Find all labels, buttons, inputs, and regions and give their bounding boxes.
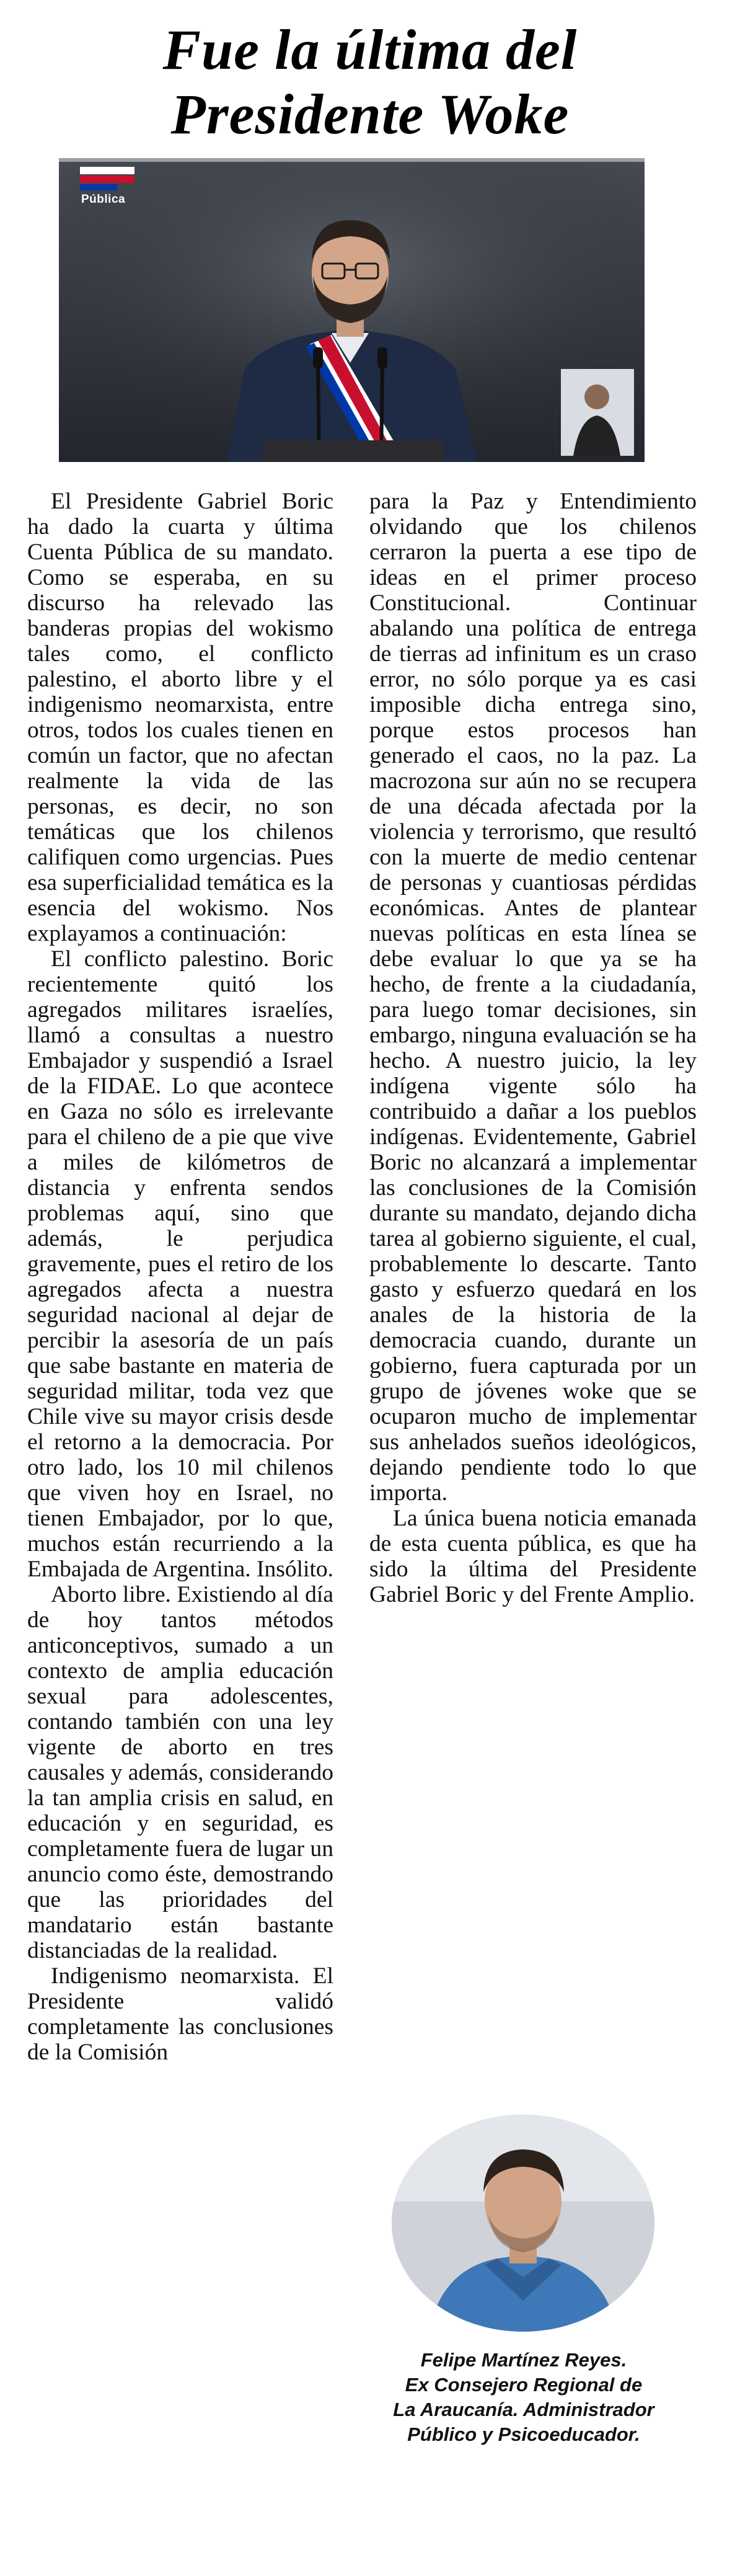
author-role-line-3: Público y Psicoeducador. — [407, 2423, 640, 2445]
author-role-line-1: Ex Consejero Regional de — [405, 2374, 643, 2396]
headline-line-2: Presidente Woke — [170, 82, 570, 146]
president-illustration — [59, 158, 645, 462]
paragraph-intro: El Presidente Gabriel Boric ha dado la cuarta y última Cuenta Pública de su mandato. Como se esperaba, en su discurso ha relevado las banderas propias del wokismo tales como, el conflicto palestino, el aborto libre y el indigenismo neomarxista, entre otros, todos los cuales tienen en común un factor, que no afectan realmente la vida de las personas, es decir, no son temáticas que los chilenos califiquen como urgencias. Pues esa superficialidad temática es la esencia del wokismo. Nos explayamos a continuación: — [27, 489, 333, 946]
article-column-right — [369, 489, 697, 1607]
author-avatar — [392, 2115, 654, 2332]
hero-photo — [59, 158, 645, 462]
article-column-left — [27, 489, 333, 2065]
paragraph-palestine: El conflicto palestino. Boric recientemente quitó los agregados militares israelíes, llamó a consultas a nuestro Embajador y suspendió a Israel de la FIDAE. Lo que acontece en Gaza no sólo es irrelevante para el chileno de a pie que vive a miles de kilómetros de distancia y enfrenta sendos problemas aquí, sino que además, le perjudica gravemente, pues el retiro de los agregados afecta a nuestra seguridad nacional al dejar de percibir la asesoría de un país que sabe bastante en materia de seguridad militar, toda vez que Chile vive su mayor crisis desde el retorno a la democracia. Por otro lado, los 10 mil chilenos que viven hoy en Israel, no tienen Embajador, por lo que, muchos están recurriendo a la Embajada de Argentina. Insólito. — [27, 946, 333, 1582]
author-role-line-2: La Araucanía. Administrador — [393, 2399, 654, 2420]
paragraph-conclusion: La única buena noticia emanada de esta cuenta pública, es que ha sido la última del Presidente Gabriel Boric y del Frente Amplio. — [369, 1506, 697, 1607]
paragraph-abortion: Aborto libre. Existiendo al día de hoy tantos métodos anticonceptivos, sumado a un contexto de amplia educación sexual para adolescentes, contando también con una ley vigente de aborto en tres causales y además, considerando la tan amplia crisis en salud, en educación y en seguridad, es completamente fuera de lugar un anuncio como éste, demostrando que las prioridades del mandatario están bastante distanciadas de la realidad. — [27, 1582, 333, 1963]
author-caption — [372, 2348, 676, 2447]
headline — [0, 17, 740, 146]
paragraph-indigenism: Indigenismo neomarxista. El Presidente validó completamente las conclusiones de la Comisión — [27, 1963, 333, 2065]
paragraph-commission: para la Paz y Entendimiento olvidando que los chilenos cerraron la puerta a ese tipo de ideas en el primer proceso Constitucional. Continuar abalando una política de entrega de tierras ad infinitum es un craso error, no sólo porque ya es casi imposible dicha entrega sino, porque estos procesos han generado el caos, no la paz. La macrozona sur aún no se recupera de una década afectada por la violencia y terrorismo, que resultó con la muerte de medio centenar de personas y cuantiosas pérdidas económicas. Antes de plantear nuevas políticas en esta línea se debe evaluar lo que ya se ha hecho, de frente a la ciudadanía, para luego tomar decisiones, sin embargo, ninguna evaluación se ha hecho. A nuestro juicio, la ley indígena vigente sólo ha contribuido a dañar a los pueblos indígenas. Evidentemente, Gabriel Boric no alcanzará a implementar las conclusiones de la Comisión durante su mandato, dejando dicha tarea al gobierno siguiente, el cual, probablemente lo descarte. Tanto gasto y esfuerzo quedará en los anales de la historia de la democracia cuando, durante un gobierno, fuera capturada por un grupo de jóvenes woke que se ocuparon mucho de implementar sus anhelados sueños ideológicos, dejando pendiente todo lo que importa. — [369, 489, 697, 1506]
author-portrait-icon — [392, 2115, 654, 2332]
author-name: Felipe Martínez Reyes. — [420, 2349, 627, 2371]
headline-line-1: Fue la última del — [162, 18, 578, 81]
broadcast-channel-label: Pública — [81, 193, 126, 206]
